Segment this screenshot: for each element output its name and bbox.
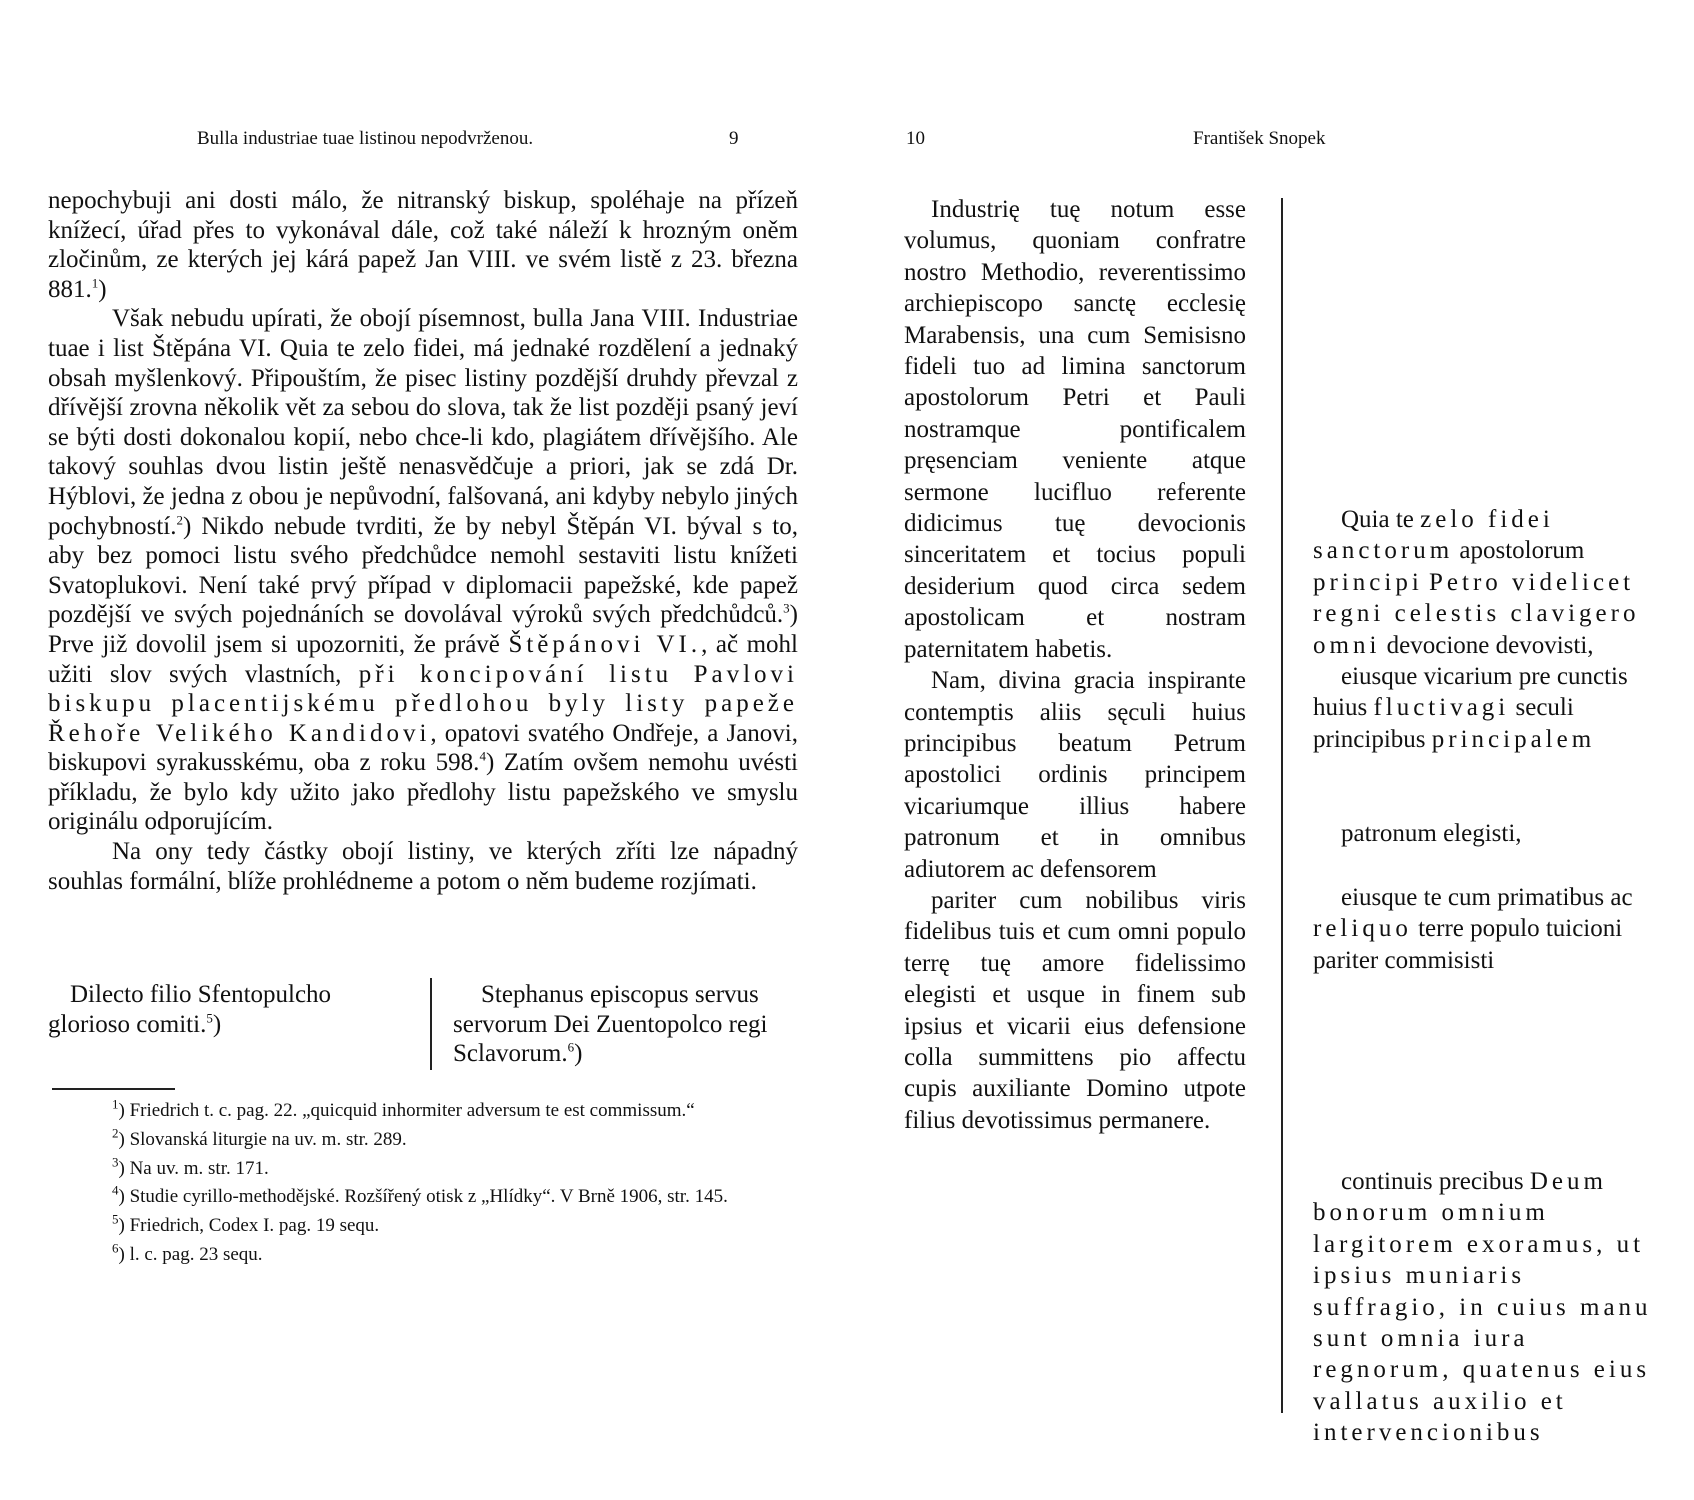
latin-passage-1: Quia te zelo fidei sanctorum apostolorum principi Petro videlicet regni celestis clavigero omni devocione devovisti,: [1313, 506, 1640, 659]
footnote-rule: [52, 1088, 175, 1090]
paragraph-2: Však nebudu upírati, že obojí písemnost, bulla Jana VIII. Industriae tuae i list Štěpána VI. Quia te zelo fidei, má jednaké rozdělení a jednaký obsah myšlenkový. Připouštím, že pisec listiny pozdější druhdy převzal z dřívější zrovna několik vět za sebou do slova, tak že list později psaný jeví se býti dosti dokonalou kopií, nebo chce-li kdo, plagiátem dřívějšího. Ale takový souhlas dvou listin ještě nenasvědčuje a priori, jak se zdá Dr. Hýblovi, že jedna z obou je nepůvodní, falšovaná, ani kdyby nebylo jiných pochybností.$^2$) Nikdo nebude tvrditi, že by nebyl Štěpán VI. býval s to, aby bez pomoci listu svého předchůdce nemohl sestaviti listu knížeti Svatoplukovi. Není také prvý případ v diplomacii papežské, kde papež pozdější ve svých pojednáních se dovolával výroků svých předchůdců.$^3$) Prve již dovolil jsem si upozorniti, že právě Štěpánovi VI., ač mohl užiti slov svých vlastních, při koncipování listu Pavlovi biskupu placentijskému předlohou byly listy papeže Řehoře Velikého Kandidovi, opatovi svatého Ondřeje, a Janovi, biskupovi syrakusskému, oba z roku 598.$^4$) Zatím ovšem nemohu uvésti příkladu, že bylo kdy užito jako předlohy listu papežského ve smyslu originálu odporujícím.: [48, 305, 799, 836]
footnote: $^2$) Slovanská liturgie na uv. m. str. 289.: [112, 1125, 407, 1150]
running-header-right: František Snopek: [1193, 128, 1326, 149]
paragraph-3: Na ony tedy částky obojí listiny, ve kterých zříti lze nápadný souhlas formální, blíže prohlédneme a potom o něm budeme rozjímati.: [48, 838, 798, 895]
latin-passage-4: eiusque te cum primatibus ac reliquo terre populo tuicioni pariter commisisti: [1313, 884, 1633, 974]
latin-passage-2: eiusque vicarium pre cunctis huius fluctivagi seculi principibus principalem: [1313, 663, 1628, 753]
latin-paragraph-3: pariter cum nobilibus viris fidelibus tuis et cum omni populo terrę tuę amore fidelissimo elegisti et usque in finem sub ipsius et vicarii eius defensione colla summittens pio affectu cupis auxiliante Domino utpote filius devotissimus permanere.: [904, 886, 1246, 1134]
footnote: $^6$) l. c. pag. 23 sequ.: [112, 1240, 263, 1265]
column-text-right: Stephanus episcopus servus servorum Dei Zuentopolco regi Sclavorum.$^6$): [453, 981, 768, 1068]
footnote: $^3$) Na uv. m. str. 171.: [112, 1154, 269, 1179]
latin-paragraph-1: Industrię tuę notum esse volumus, quoniam confratre nostro Methodio, reverentissimo archiepiscopo sanctę ecclesię Marabensis, una cum Semisisno fideli tuo ad limina sanctorum apostolorum Petri et Pauli nostramque pontificalem pręsenciam veniente atque sermone lucifluo referente didicimus tuę devocionis sinceritatem et tocius populi desiderium quod circa sedem apostolicam et nostram paternitatem habetis.: [904, 196, 1246, 663]
footnote: $^1$) Friedrich t. c. pag. 22. „quicquid inhormiter adversum te est commissum.“: [112, 1096, 695, 1121]
column-divider-right: [1281, 198, 1283, 1413]
page-number-left: 9: [729, 128, 739, 149]
running-header-left: Bulla industriae tuae listinou nepodvrženou.: [197, 128, 534, 149]
latin-passage-5: continuis precibus Deum bonorum omnium largitorem exoramus, ut ipsius muniaris suffragio, in cuius manu sunt omnia iura regnorum, quatenus eius vallatus auxilio et intervencionibus: [1313, 1168, 1652, 1447]
footnote: $^4$) Studie cyrillo-methodějské. Rozšířený otisk z „Hlídky“. V Brně 1906, str. 145.: [112, 1183, 728, 1208]
footnote: $^5$) Friedrich, Codex I. pag. 19 sequ.: [112, 1211, 380, 1237]
column-divider: [430, 978, 432, 1070]
page-number-right: 10: [906, 128, 925, 149]
footnotes: [52, 1097, 798, 1270]
paragraph-1: nepochybuji ani dosti málo, že nitranský biskup, spoléhaje na přízeň knížecí, úřad přes to vykonával dále, což také náleží k hrozným oněm zločinům, ze kterých jej kárá papež Jan VIII. ve svém listě z 23. března 881.$^1$): [48, 187, 798, 303]
latin-passage-3: patronum elegisti,: [1341, 820, 1522, 847]
body-text-left: [48, 186, 798, 896]
latin-column-1: [904, 194, 1246, 1136]
column-text-left: Dilecto filio Sfentopulcho glorioso comiti.$^5$): [48, 981, 332, 1038]
latin-paragraph-2: Nam, divina gracia inspirante contemptis aliis sęculi huius principibus beatum Petrum apostolici ordinis principem vicariumque illius habere patronum et in omnibus adiutorem ac defensorem: [904, 667, 1246, 883]
